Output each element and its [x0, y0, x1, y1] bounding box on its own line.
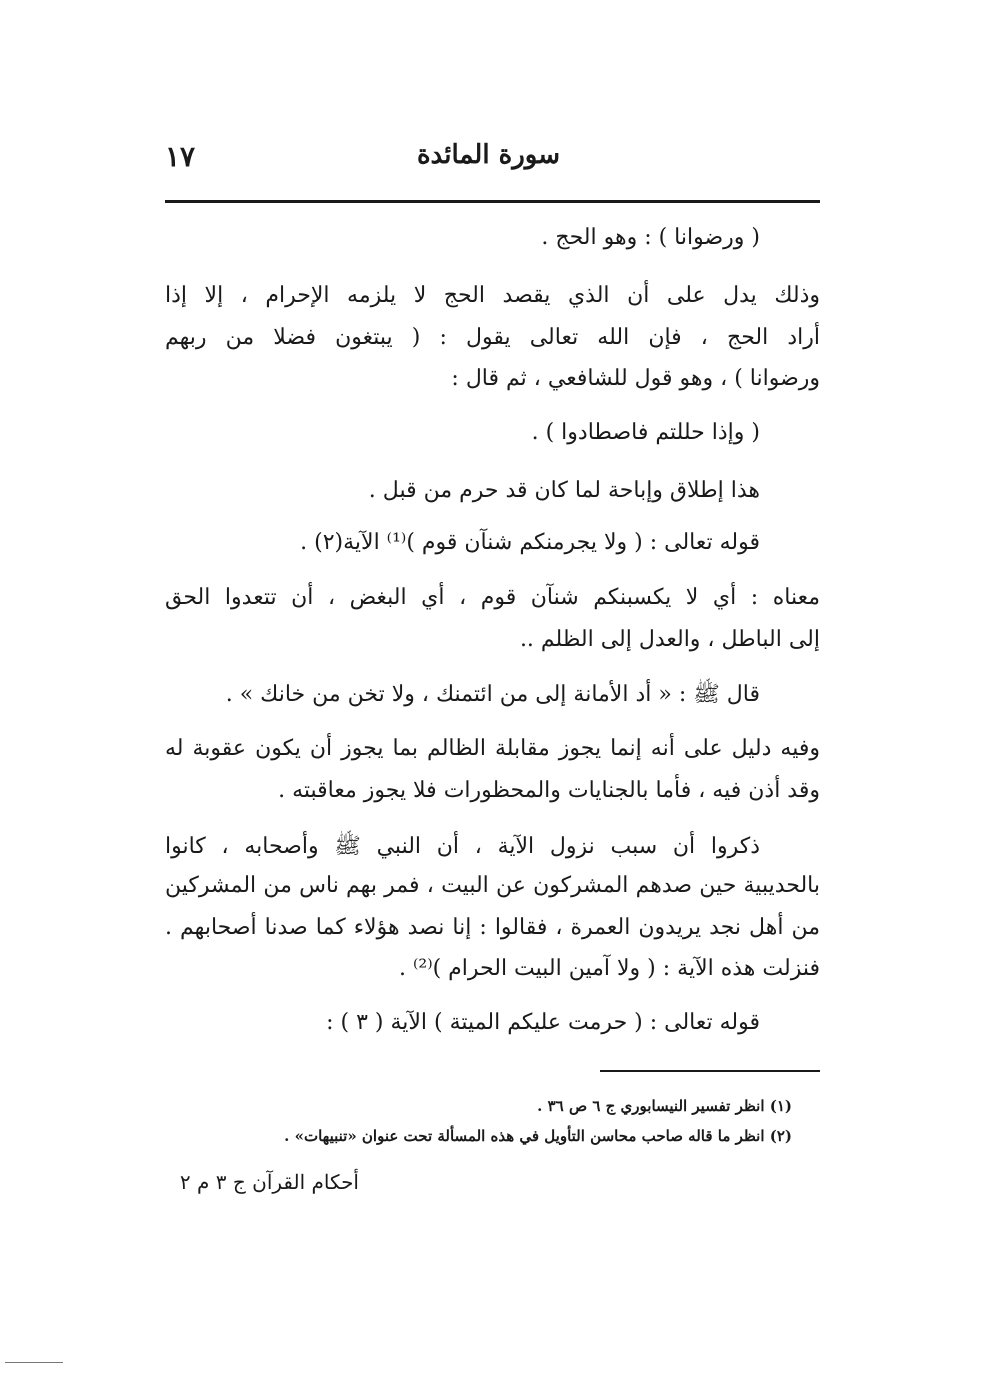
- text-line: هذا إطلاق وإباحة لما كان قد حرم من قبل .: [368, 478, 760, 503]
- text-line: وذلك يدل على أن الذي يقصد الحج لا يلزمه الإحرام ، إلا إذا: [165, 283, 820, 308]
- header-divider: [165, 200, 820, 203]
- text-line: قوله تعالى : ( ولا يجرمنكم شنآن قوم )⁽¹⁾ الآية(٢) .: [300, 530, 760, 555]
- text-line: قال ﷺ : « أد الأمانة إلى من ائتمنك ، ولا تخن من خانك » .: [225, 682, 760, 707]
- text-line: قوله تعالى : ( حرمت عليكم الميتة ) الآية ( ٣ ) :: [326, 1010, 760, 1035]
- text-line: ذكروا أن سبب نزول الآية ، أن النبي ﷺ وأصحابه ، كانوا: [165, 834, 760, 859]
- text-line: ( ورضوانا ) : وهو الحج .: [541, 225, 760, 250]
- text-line: معناه : أي لا يكسبنكم شنآن قوم ، أي البغض ، أن تتعدوا الحق: [165, 585, 820, 610]
- footnote: (١) انظر تفسير النيسابوري ج ٦ ص ٣٦ .: [537, 1097, 792, 1115]
- text-line: بالحديبية حين صدهم المشركون عن البيت ، فمر بهم ناس من المشركين: [165, 873, 820, 898]
- text-line: من أهل نجد يريدون العمرة ، فقالوا : إنا نصد هؤلاء كما صدنا أصحابهم .: [165, 915, 820, 940]
- page-number: ١٧: [165, 140, 196, 173]
- page-header: [165, 140, 820, 180]
- volume-signature: أحكام القرآن ج ٣ م ٢: [179, 1170, 359, 1194]
- text-line: ورضوانا ) ، وهو قول للشافعي ، ثم قال :: [451, 366, 820, 391]
- text-line: إلى الباطل ، والعدل إلى الظلم ..: [519, 627, 820, 652]
- scan-mark: [5, 1362, 63, 1363]
- footnote-divider: [600, 1070, 820, 1072]
- surah-title: سورة المائدة: [416, 140, 560, 170]
- footnote: (٢) انظر ما قاله صاحب محاسن التأويل في هذه المسألة تحت عنوان «تنبيهات» .: [284, 1127, 792, 1145]
- text-line: وفيه دليل على أنه إنما يجوز مقابلة الظالم بما يجوز أن يكون عقوبة له: [165, 736, 820, 761]
- text-line: وقد أذن فيه ، فأما بالجنايات والمحظورات فلا يجوز معاقبته .: [278, 778, 820, 803]
- text-line: ( وإذا حللتم فاصطادوا ) .: [531, 420, 760, 445]
- text-line: أراد الحج ، فإن الله تعالى يقول : ( يبتغون فضلا من ربهم: [165, 325, 820, 350]
- text-line: فنزلت هذه الآية : ( ولا آمين البيت الحرام )⁽²⁾ .: [398, 956, 820, 981]
